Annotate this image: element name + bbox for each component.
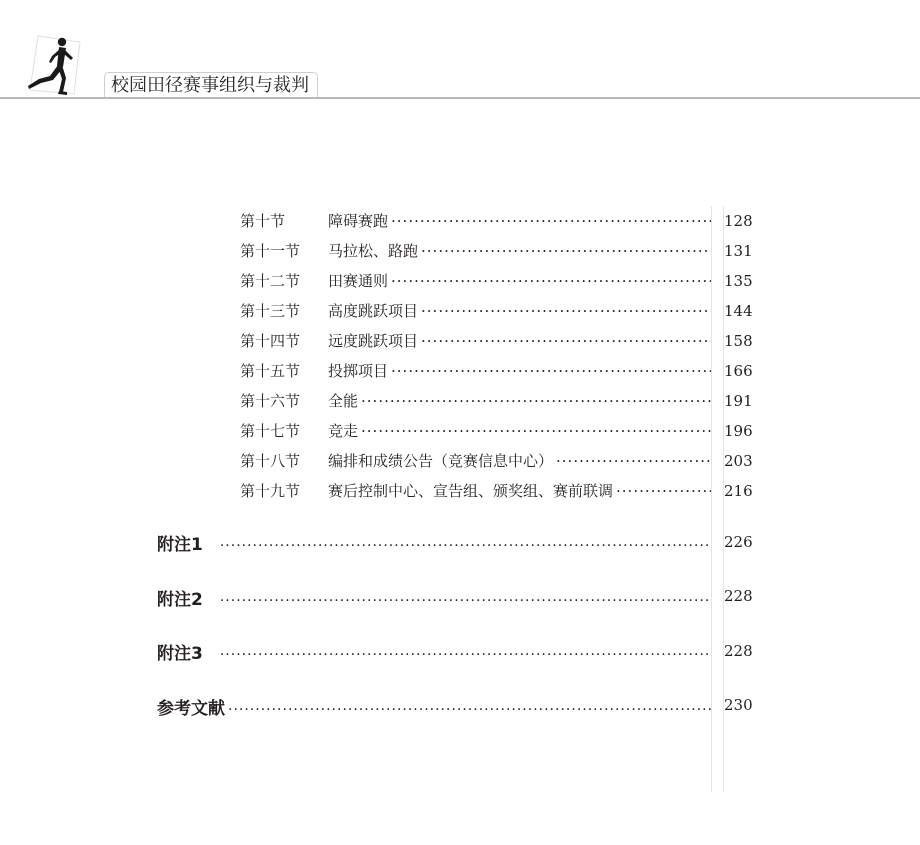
page-number: 216: [724, 482, 753, 500]
appendix-title: 附注3: [157, 644, 203, 664]
toc-entry[interactable]: [240, 420, 711, 442]
leader-dots: [220, 538, 711, 554]
toc-entry-appendix[interactable]: [157, 530, 711, 554]
section-number: 第十一节: [240, 242, 301, 260]
section-number: 第十八节: [240, 452, 301, 470]
section-title: 编排和成绩公告（竞赛信息中心）: [328, 452, 554, 470]
page-number: 135: [724, 272, 753, 290]
page-number: 128: [724, 212, 753, 230]
leader-dots: [556, 452, 711, 470]
section-number: 第十三节: [240, 302, 301, 320]
leader-dots: [421, 302, 711, 320]
section-number: 第十二节: [240, 272, 301, 290]
page-number: 166: [724, 362, 753, 380]
page-number: 131: [724, 242, 753, 260]
page-number: 226: [724, 533, 753, 551]
margin-line-left: [711, 206, 712, 792]
toc-entry-appendix[interactable]: [157, 585, 711, 609]
page-number: 203: [724, 452, 753, 470]
toc-entry[interactable]: [240, 480, 711, 502]
page-number: 230: [724, 696, 753, 714]
page-number: 228: [724, 587, 753, 605]
leader-dots: [421, 332, 711, 350]
appendix-title: 附注2: [157, 590, 203, 610]
toc-entry[interactable]: [240, 300, 711, 322]
section-number: 第十九节: [240, 482, 301, 500]
toc-entry[interactable]: [240, 330, 711, 352]
section-title: 障碍赛跑: [328, 212, 389, 230]
toc-entry[interactable]: [240, 360, 711, 382]
section-title: 投掷项目: [328, 362, 389, 380]
leader-dots: [391, 362, 711, 380]
page-number: 196: [724, 422, 753, 440]
leader-dots: [391, 212, 711, 230]
section-title: 远度跳跃项目: [328, 332, 419, 350]
toc-entry[interactable]: [240, 240, 711, 262]
leader-dots: [220, 593, 711, 609]
section-title: 马拉松、路跑: [328, 242, 419, 260]
leader-dots: [361, 422, 711, 440]
page-number: 228: [724, 642, 753, 660]
section-title: 全能: [328, 392, 359, 410]
page-number: 158: [724, 332, 753, 350]
page-number: 191: [724, 392, 753, 410]
section-number: 第十六节: [240, 392, 301, 410]
appendix-title: 附注1: [157, 535, 203, 555]
toc-entry[interactable]: [240, 270, 711, 292]
section-number: 第十节: [240, 212, 286, 230]
leader-dots: [228, 702, 711, 718]
runner-silhouette-icon: [22, 34, 82, 100]
section-number: 第十四节: [240, 332, 301, 350]
leader-dots: [220, 647, 711, 663]
section-number: 第十七节: [240, 422, 301, 440]
leader-dots: [616, 482, 711, 500]
toc-entry[interactable]: [240, 210, 711, 232]
section-title: 赛后控制中心、宣告组、颁奖组、赛前联调: [328, 482, 614, 500]
leader-dots: [391, 272, 711, 290]
references-title: 参考文献: [157, 699, 225, 719]
section-title: 高度跳跃项目: [328, 302, 419, 320]
toc-entry-appendix[interactable]: [157, 639, 711, 663]
toc-entry-references[interactable]: [157, 694, 711, 718]
page-number: 144: [724, 302, 753, 320]
section-title: 田赛通则: [328, 272, 389, 290]
toc-entry[interactable]: [240, 450, 711, 472]
book-title: 校园田径赛事组织与裁判: [104, 72, 318, 97]
leader-dots: [421, 242, 711, 260]
section-number: 第十五节: [240, 362, 301, 380]
leader-dots: [361, 392, 711, 410]
toc-entry[interactable]: [240, 390, 711, 412]
section-title: 竞走: [328, 422, 359, 440]
